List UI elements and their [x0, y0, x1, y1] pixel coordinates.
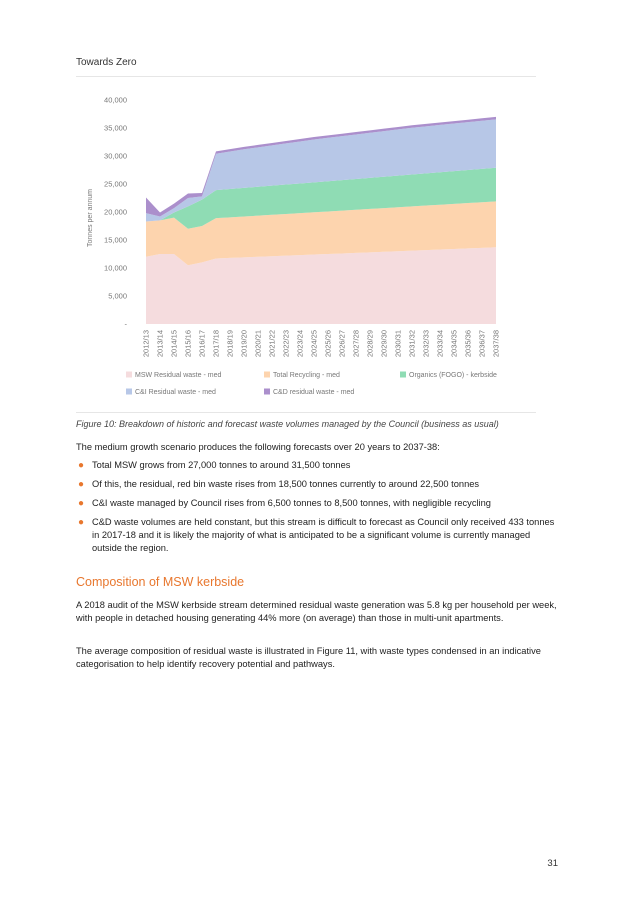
bullet-text: C&D waste volumes are held constant, but this stream is difficult to forecast as Council only received 433 tonnes in 2017-18 and it is likely the majority of what is anticipated to be a significant volume is currently managed outside the region.: [92, 517, 555, 553]
legend-swatch: [264, 372, 270, 378]
legend-label: Organics (FOGO) - kerbside: [409, 372, 497, 379]
x-tick-label: 2031/32: [407, 330, 417, 358]
x-tick-label: 2019/20: [239, 330, 249, 358]
x-tick-label: 2028/29: [365, 330, 375, 358]
bullet-item: [76, 478, 558, 491]
bullet-item: [76, 459, 558, 472]
x-tick-label: 2013/14: [155, 330, 165, 358]
legend-label: C&D residual waste - med: [273, 389, 355, 396]
x-tick-label: 2015/16: [183, 330, 193, 358]
x-tick-label: 2014/15: [169, 330, 179, 358]
y-tick-label: 35,000: [104, 123, 127, 133]
x-tick-label: 2021/22: [267, 330, 277, 358]
x-tick-label: 2027/28: [351, 330, 361, 358]
x-tick-label: 2023/24: [295, 330, 305, 358]
y-tick-label: -: [124, 319, 127, 329]
x-tick-label: 2024/25: [309, 330, 319, 358]
legend-label: MSW Residual waste - med: [135, 372, 222, 379]
waste-volume-area-chart: [76, 86, 536, 412]
x-tick-label: 2034/35: [449, 330, 459, 358]
bullet-icon: ●: [78, 498, 85, 509]
bullet-icon: ●: [78, 517, 85, 528]
bullet-text: Of this, the residual, red bin waste rises from 18,500 tonnes currently to around 22,500 tonnes: [92, 479, 480, 489]
figure-caption: Figure 10: Breakdown of historic and forecast waste volumes managed by the Council (business as usual): [76, 419, 499, 429]
y-tick-label: 20,000: [104, 207, 127, 217]
legend-swatch: [264, 389, 270, 395]
bullet-icon: ●: [78, 479, 85, 490]
y-tick-label: 5,000: [108, 291, 127, 301]
bullet-item: [76, 516, 558, 555]
page-number: 31: [547, 858, 558, 869]
y-tick-label: 10,000: [104, 263, 127, 273]
x-tick-label: 2033/34: [435, 330, 445, 358]
x-tick-label: 2035/36: [463, 330, 473, 358]
composition-paragraph: The average composition of residual waste is illustrated in Figure 11, with waste types condensed in an indicative categorisation to help identify recovery potential and pathways.: [76, 646, 541, 669]
x-tick-label: 2029/30: [379, 330, 389, 358]
x-tick-label: 2037/38: [491, 330, 501, 358]
x-tick-label: 2032/33: [421, 330, 431, 358]
x-tick-label: 2018/19: [225, 330, 235, 358]
x-tick-label: 2020/21: [253, 330, 263, 358]
y-tick-label: 25,000: [104, 179, 127, 189]
x-tick-label: 2030/31: [393, 330, 403, 358]
forecast-bullet-list: [76, 459, 558, 561]
x-tick-label: 2025/26: [323, 330, 333, 358]
x-tick-label: 2012/13: [141, 330, 151, 358]
intro-paragraph: The medium growth scenario produces the following forecasts over 20 years to 2037-38:: [76, 442, 440, 452]
legend-swatch: [126, 372, 132, 378]
legend-label: C&I Residual waste - med: [135, 389, 216, 396]
y-axis-title: Tonnes per annum: [87, 189, 94, 247]
bullet-text: C&I waste managed by Council rises from 6,500 tonnes to 8,500 tonnes, with negligible recycling: [92, 498, 491, 508]
bullet-icon: ●: [78, 460, 85, 471]
y-tick-label: 30,000: [104, 151, 127, 161]
section-heading: Composition of MSW kerbside: [76, 575, 245, 589]
y-tick-label: 15,000: [104, 235, 127, 245]
document-header-title: Towards Zero: [76, 57, 137, 68]
bullet-text: Total MSW grows from 27,000 tonnes to around 31,500 tonnes: [92, 460, 351, 470]
header-divider: [76, 76, 536, 77]
x-tick-label: 2022/23: [281, 330, 291, 358]
legend-label: Total Recycling - med: [273, 372, 340, 379]
y-tick-label: 40,000: [104, 95, 127, 105]
x-tick-label: 2017/18: [211, 330, 221, 358]
x-tick-label: 2026/27: [337, 330, 347, 358]
chart-divider: [76, 412, 536, 413]
x-tick-label: 2036/37: [477, 330, 487, 358]
audit-paragraph: A 2018 audit of the MSW kerbside stream determined residual waste generation was 5.8 kg per household per week, with people in detached housing generating 44% more (on average) than those in multi-unit apartments.: [76, 600, 557, 623]
legend-swatch: [126, 389, 132, 395]
legend-swatch: [400, 372, 406, 378]
bullet-item: [76, 497, 558, 510]
x-tick-label: 2016/17: [197, 330, 207, 358]
